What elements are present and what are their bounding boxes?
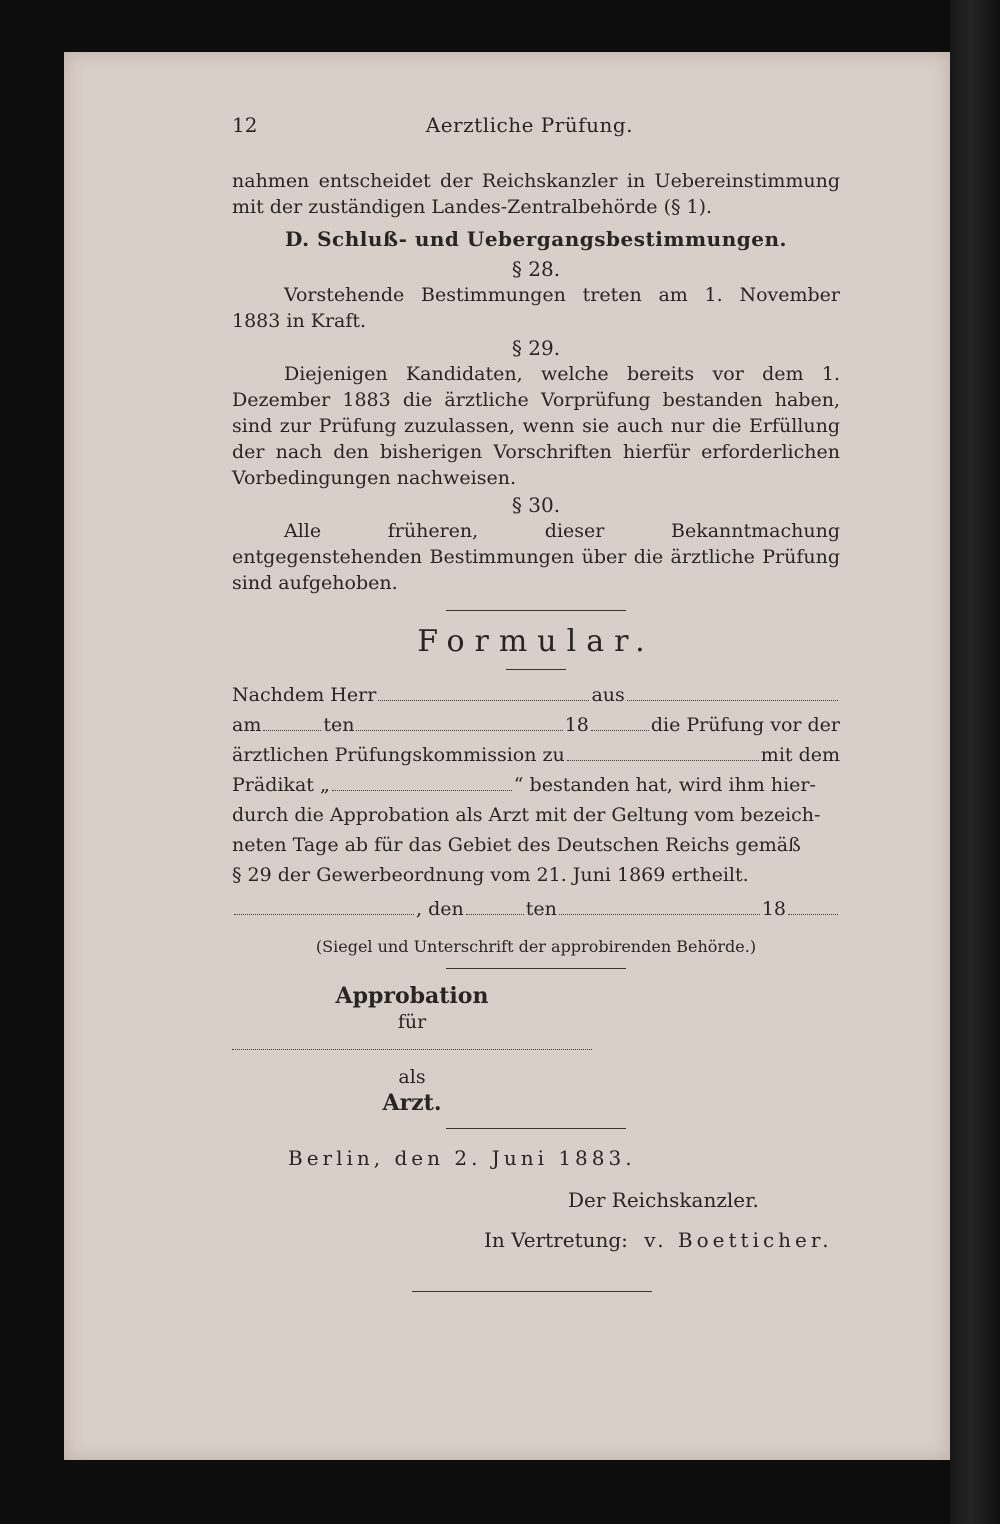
form-label-date-18: 18 [761,898,786,920]
paragraph-sign-28: § 28. [511,257,561,281]
page-content [232,112,840,1292]
paragraph-sign-30: § 30. [511,493,561,517]
blank-date-year-field [788,900,838,915]
form-template [232,680,840,962]
blank-recipient-field [232,1035,592,1050]
blank-year-field [591,716,649,731]
deputy-prefix: In Vertretung: [484,1228,628,1252]
paragraph-29-text: Diejenigen Kandidaten, welche bereits vor dem 1. Dezember 1883 die ärztliche Vorprüfung bestanden haben, sind zur Prüfung zuzulassen, wenn sie auch nur die Erfüllung der nach den bisherigen Vorschriften hierfür erforderlichen Vorbedingungen nachweisen. [232,363,840,489]
divider [446,610,626,611]
form-label-mit-dem: mit dem [760,744,840,766]
blank-location-field [234,900,414,915]
form-line-7: § 29 der Gewerbeordnung vom 21. Juni 1869 ertheilt. [232,864,749,886]
form-label-date-ten: ten [525,898,557,920]
form-label-nachdem: Nachdem Herr [232,684,377,706]
page-number: 12 [232,113,258,137]
form-label-den: , den [416,898,464,920]
book-spine-shadow [950,0,1000,1524]
divider [446,968,626,969]
form-label-kommission: ärztlichen Prüfungskommission zu [232,744,565,766]
divider [446,1128,626,1129]
blank-date-day-field [466,900,524,915]
form-label-praedikat: Prädikat „ [232,774,330,796]
blank-place-field [567,746,759,761]
blank-day-field [263,716,321,731]
form-label-18: 18 [564,714,589,736]
blank-name-field [378,686,589,701]
approbation-fuer: für [397,1011,427,1033]
running-title: Aerztliche Prüfung. [425,113,633,137]
seal-caption: (Siegel und Unterschrift der approbirenden Behörde.) [315,937,757,956]
form-text-pruefung: die Prüfung vor der [650,714,840,736]
signatory-name: v. Boetticher. [644,1228,833,1252]
formular-title: Formular. [417,624,655,659]
signature-line [484,1227,840,1253]
paragraph-continuation: nahmen entscheidet der Reichskanzler in Uebereinstimmung mit der zuständigen Landes-Zentralbehörde (§ 1). [232,170,840,218]
form-line-3 [232,740,840,770]
blank-date-month-field [559,900,760,915]
paragraph-sign-29: § 29. [511,336,561,360]
approbation-heading: Approbation [335,983,489,1009]
approbation-arzt: Arzt. [382,1090,442,1116]
paragraph-28-text: Vorstehende Bestimmungen treten am 1. November 1883 in Kraft. [232,284,840,332]
page-header [232,112,840,138]
closing-divider [412,1291,652,1292]
form-line-6: neten Tage ab für das Gebiet des Deutschen Reichs gemäß [232,834,801,856]
blank-origin-field [627,686,838,701]
form-text-bestanden: “ bestanden hat, wird ihm hier- [513,774,816,796]
blank-grade-field [332,776,512,791]
form-line-2 [232,710,840,740]
form-line-5: durch die Approbation als Arzt mit der Geltung vom bezeich- [232,804,821,826]
divider-short [506,669,566,670]
place-and-date: Berlin, den 2. Juni 1883. [288,1146,636,1170]
form-label-ten: ten [323,714,355,736]
blank-month-field [356,716,562,731]
approbation-block [232,983,592,1116]
form-label-aus: aus [591,684,625,706]
form-line-1 [232,680,840,710]
form-date-line [232,894,840,924]
form-label-am: am [232,714,262,736]
office-title: Der Reichskanzler. [568,1188,759,1212]
approbation-als: als [398,1066,426,1088]
section-heading: D. Schluß- und Uebergangsbestimmungen. [285,227,787,251]
paragraph-30-text: Alle früheren, dieser Bekanntmachung entgegenstehenden Bestimmungen über die ärztliche Prüfung sind aufgehoben. [232,520,840,594]
form-line-4 [232,770,840,800]
